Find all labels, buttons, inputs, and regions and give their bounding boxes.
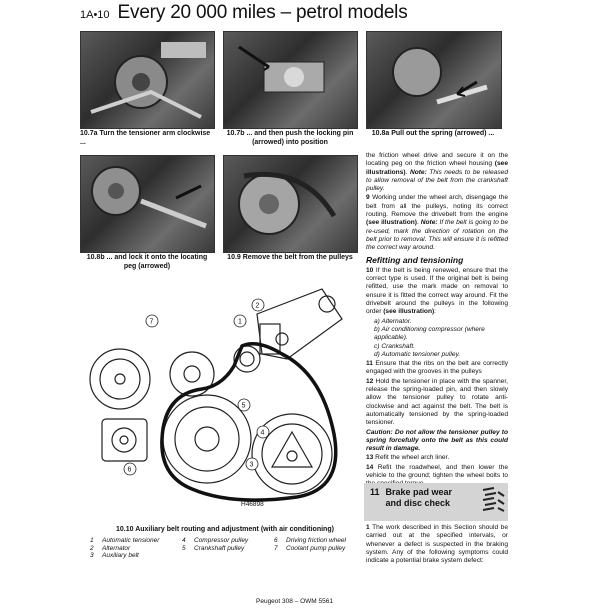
list-item: a) Alternator.: [374, 317, 412, 325]
paragraph-9: 9 Working under the wheel arch, disengage the belt from all the pulleys, noting its correct routing. Remove the drivebelt from the engine (see illustration). Note: If the belt is going to be re-used, mark the direction of rotation on the belt prior to removal. This will ensure it is refitted the correct way around.: [366, 194, 509, 252]
photo-tensioner-arm: [80, 31, 215, 129]
section-number: 11: [370, 487, 380, 497]
section-title: Brake pad wear and disc check: [385, 487, 453, 508]
key-item: 7 Coolant pump pulley: [274, 544, 346, 552]
driving-friction-wheel: [102, 419, 147, 461]
photo-locating-peg: [80, 155, 215, 253]
callout-2: 2: [255, 302, 260, 310]
paragraph-8-continued: the friction wheel drive and secure it on the locating peg on the friction wheel housing (see illustrations). Note: This needs to be released to allow removal of the belt from the crankshaft pulley.: [366, 152, 508, 193]
crankshaft-pulley: [163, 395, 251, 483]
paragraph-14: 14 Refit the roadwheel, and then lower the vehicle to the ground; tighten the wheel bolts to: [366, 463, 508, 479]
pulley-order-list: [374, 318, 508, 359]
callout-5: 5: [241, 402, 246, 410]
key-item: 2 Alternator: [90, 544, 131, 552]
paragraph-11: 11 Ensure that the ribs on the belt are correctly engaged with the grooves in the pulleys: [366, 360, 508, 376]
coolant-pump-pulley: [90, 349, 150, 409]
paragraph-13: 13 Refit the wheel arch liner.: [366, 454, 450, 462]
tyre-spanner-icon: [480, 486, 506, 514]
page-header: [80, 2, 408, 24]
diagram-reference-number: H46898: [241, 501, 264, 508]
belt-routing-diagram: [82, 284, 354, 520]
right-column-text: [366, 152, 508, 490]
key-item: 1 Automatic tensioner: [90, 537, 160, 544]
caution-note: Caution: Do not allow the tensioner pulley to spring forcefully onto the belt as this could result in damage.: [366, 428, 508, 453]
photo-pull-spring: [366, 31, 502, 129]
callout-1: 1: [238, 318, 242, 326]
photo-caption-10-9: 10.9 Remove the belt from the pulleys: [227, 254, 353, 261]
diagram-caption: 10.10 Auxiliary belt routing and adjustment (with air conditioning): [116, 526, 334, 533]
page-number: 1A•10: [80, 9, 110, 21]
list-item: d) Automatic tensioner pulley.: [374, 350, 461, 358]
photo-caption-10-7b: 10.7b ... and then push the locking pin (arrowed) into position: [226, 130, 354, 146]
list-item: c) Crankshaft.: [374, 342, 416, 350]
list-item: b) Air conditioning compressor (where applicable).: [374, 325, 485, 342]
callout-7: 7: [149, 318, 154, 326]
page-footer: Peugeot 308 – OWM 5561: [256, 598, 333, 605]
paragraph-10: 10 If the belt is being renewed, ensure that the correct type is used. If the original belt is being refitted, use the mark made on removal to ensure it is fitted the correct way around. Fit the drivebelt around the pulleys in the following order (see illustration):: [366, 266, 508, 316]
section-11-intro: [366, 524, 508, 566]
key-item: 4 Compressor pulley: [182, 537, 249, 544]
key-item: 6 Driving friction wheel: [274, 537, 346, 544]
callout-4: 4: [260, 429, 265, 437]
key-item: 5 Crankshaft pulley: [182, 544, 245, 552]
photo-caption-10-8b: 10.8b ... and lock it onto the locating peg (arrowed): [86, 254, 208, 270]
photo-remove-belt: [223, 155, 358, 253]
page-title: Every 20 000 miles – petrol models: [117, 2, 408, 23]
paragraph-12: 12 Hold the tensioner in place with the spanner, release the spring-loaded pin, and then slowly allow the tensioner pulley to rotate anti-clockwise and act against the belt. The belt is automatically tensioned by the spring-loaded tensioner.: [366, 377, 508, 427]
photo-caption-10-7a: 10.7a Turn the tensioner arm clockwise ...: [80, 130, 211, 146]
callout-3: 3: [249, 461, 254, 469]
photo-caption-10-8a: 10.8a Pull out the spring (arrowed) ...: [371, 130, 495, 137]
callout-6: 6: [127, 466, 132, 474]
subheading-refitting: Refitting and tensioning: [366, 254, 464, 265]
paragraph-1: 1 The work described in this Section should be carried out at the specified intervals, or whenever a defect is suspected in the braking system. Any of the following symptoms could indicate a potential brake system defect:: [366, 524, 508, 565]
photo-locking-pin: [223, 31, 358, 129]
key-item: 3 Auxiliary belt: [90, 552, 139, 560]
